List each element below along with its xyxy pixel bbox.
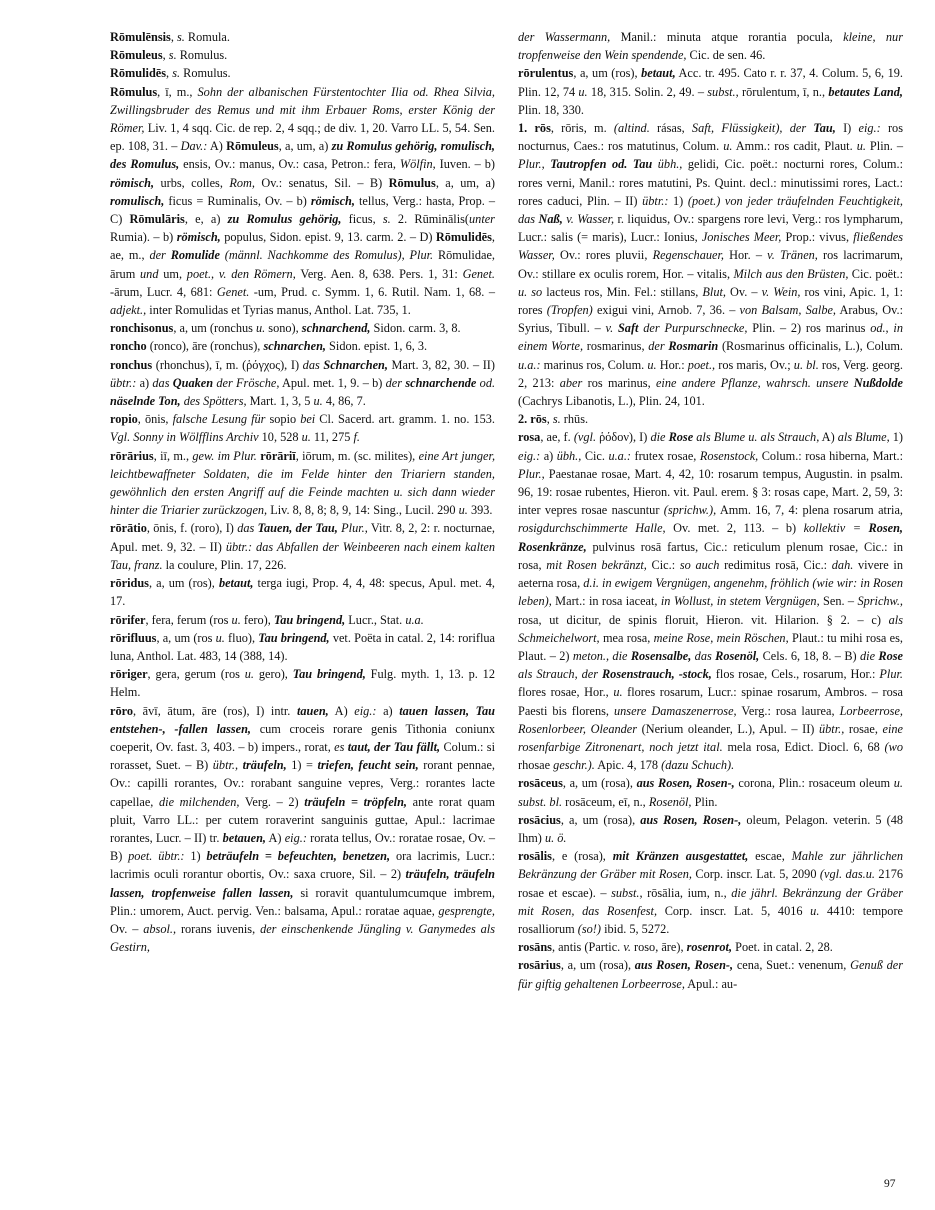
dictionary-entry: rōridus, a, um (ros), betaut, terga iugi, Prop. 4, 4, 48: specus, Apul. met. 4, 17.: [110, 576, 495, 609]
left-column: [110, 28, 495, 956]
dictionary-entry: rosa, ae, f. (vgl. ῥόδον), I) die Rose als Blume u. als Strauch, A) als Blume, 1) eig.: a) übh., Cic. u.a.: frutex rosae, Rosenstock, Colum.: rosa hiberna, Mart.: Plur., Paestanae rosae, Mart. 4, 42, 10: rosarum tempus, Augustin. in psalm. 96, 19: rosae rubentes, Hieron. vit. Paul. erem. § 3: rosas cape, Mart. 2, 59, 3: inter vepres rosae nascuntur (sprichw.), Amm. 16, 7, 4: plena rosarum atria, rosigdurchschimmerte Halle, Ov. met. 2, 113. – b) kollektiv = Rosen, Rosenkränze, pulvinus rosā fartus, Cic.: reticulum plenum rosae, Cic.: in rosa, mit Rosen bekränzt, Cic.: so auch redimitus rosā, Cic.: dah. vivere in aeterna rosa, d.i. in ewigem Vergnügen, angenehm, fröhlich (wie wir: in Rosen leben), Mart.: in rosa iaceat, in Wollust, in stetem Vergnügen, Sen. – Sprichw., rosa, ut dicitur, de spinis floruit, Hieron. vit. Hilarion. § 2. – c) als Schmeichelwort, mea rosa, meine Rose, mein Röschen, Plaut.: tu mihi rosa es, Plaut. – 2) meton., die Rosensalbe, das Rosenöl, Cels. 6, 18, 8. – B) die Rose als Strauch, der Rosenstrauch, -stock, flos rosae, Cels., rosarum, Hor.: Plur. flores rosae, Hor., u. flores rosarum, Lucr.: spinae rosarum, Ambros. – rosa Paesti bis florens, unsere Damaszenerrose, Verg.: rosa laurea, Lorbeerrose, Rosenlorbeer, Oleander (Nerium oleander, L.), Apul. – II) übtr., rosae, eine rosenfarbige Zitronenart, noch jetzt ital. mela rosa, Edict. Diocl. 6, 68 (wo rhosae geschr.). Apic. 4, 178 (dazu Schuch).: [518, 430, 904, 773]
dictionary-entry: Rōmulidēs, s. Romulus.: [110, 66, 231, 81]
dictionary-entry: Rōmulus, ī, m., Sohn der albanischen Fürstentochter Ilia od. Rhea Silvia, Zwillingsbruder des Remus und mit ihm Erbauer Roms, erster König der Römer, Liv. 1, 4 sqq. Cic. de rep. 2, 4 sqq.; de div. 1, 20. Varro LL. 5, 54. Sen. ep. 108, 31. – Dav.: A) Rōmuleus, a, um, a) zu Romulus gehörig, romulisch, des Romulus, ensis, Ov.: manus, Ov.: casa, Petron.: fera, Wölfin, Iuven. – b) römisch, urbs, colles, Rom, Ov.: senatus, Sil. – B) Rōmulus, a, um, a) romulisch, ficus = Ruminalis, Ov. – b) römisch, tellus, Verg.: hasta, Prop. – C) Rōmulāris, e, a) zu Romulus gehörig, ficus, s. 2. Rūminālis(unter Rumia). – b) römisch, populus, Sidon. epist. 9, 13. carm. 2. – D) Rōmulidēs, ae, m., der Romulide (männl. Nachkomme des Romulus), Plur. Rōmulidae, ārum und um, poet., v. den Römern, Verg. Aen. 8, 638. Pers. 1, 31: Genet. -ārum, Lucr. 4, 681: Genet. -um, Prud. c. Symm. 1, 6. Rutil. Nam. 1, 68. – adjekt., inter Romulidas et Tyrias manus, Anthol. Lat. 735, 1.: [110, 84, 496, 318]
dictionary-entry: rosārius, a, um (rosa), aus Rosen, Rosen-, cena, Suet.: venenum, Genuß der für giftig gehaltenen Lorbeerrose, Apul.: au-: [518, 958, 903, 991]
dictionary-entry: rōrātio, ōnis, f. (roro), I) das Tauen, der Tau, Plur., Vitr. 8, 2, 2: r. nocturnae, Apul. met. 9, 32. – II) übtr.: das Abfallen der Weinbeeren nach einem kalten Tau, franz. la coulure, Plin. 17, 226.: [110, 521, 496, 572]
dictionary-entry: rosācius, a, um (rosa), aus Rosen, Rosen-, oleum, Pelagon. veterin. 5 (48 Ihm) u. ö.: [518, 812, 903, 845]
dictionary-entry: rōrifluus, a, um (ros u. fluo), Tau bringend, vet. Poëta in catal. 2, 14: rorіflua luna, Anthol. Lat. 483, 14 (388, 14).: [110, 630, 495, 663]
dictionary-entry: rōriger, gera, gerum (ros u. gero), Tau bringend, Fulg. myth. 1, 13. p. 12 Helm.: [110, 667, 495, 700]
dictionary-entry: rosāceus, a, um (rosa), aus Rosen, Rosen-, corona, Plin.: rosaceum oleum u. subst. bl. rosāceum, eī, n., Rosenöl, Plin.: [518, 776, 903, 809]
dictionary-entry: rōrulentus, a, um (ros), betaut, Acc. tr. 495. Cato r. r. 37, 4. Colum. 5, 6, 19. Plin. 12, 74 u. 18, 315. Solin. 2, 49. – subst., rōrulentum, ī, n., betautes Land, Plin. 18, 330.: [518, 66, 903, 117]
dictionary-entry: Rōmulēnsis, s. Romula.: [110, 30, 230, 44]
dictionary-entry: Rōmuleus, s. Romulus.: [110, 48, 228, 63]
dictionary-entry: ropio, ōnis, falsche Lesung für sopio bei Cl. Sacerd. art. gramm. 1. no. 153. Vgl. Sonny in Wölfflins Archiv 10, 528 u. 11, 275 f.: [110, 412, 495, 445]
dictionary-entry: rōro, āvī, ātum, āre (ros), I) intr. tauen, A) eig.: a) tauen lassen, Tau entstehen-, -fallen lassen, cum croceis rorare genis Tithonia coniunx coeperit, Ov. fast. 3, 403. – b) impers., rorat, es taut, der Tau fällt, Colum.: si rorasset, Suet. – B) übtr., träufeln, 1) = triefen, feucht sein, rorant pennae, Ov.: capilli rorantes, Ov.: rorabant sanguine vepres, Verg.: rorantes lacte capellae, die milchenden, Verg. – 2) träufeln = tröpfeln, ante rorat quam pluit, Varro LL.: per cutem rorаverint sanguinis guttae, Apul.: lacrimae rorantes, Lucr. – II) tr. betauen, A) eig.: rorata tellus, Ov.: roratae rosae, Ov. – B) poet. übtr.: 1) beträufeln = befeuchten, benetzen, ora lacrimis, Lucr.: lacrimis oculi rorantur obortis, Ov.: saxa cruore, Sil. – 2) träufeln, träufeln lassen, tropfenweise fallen lassen, si roravit quantulumcumque imbrem, Plin.: umorem, Auct. pervig. Ven.: balsama, Apul.: roratae aquae, gesprengte, Ov. – absol., rorans iuvenis, der einschenkende Jüngling v. Ganymedes als Gestirn,: [110, 703, 496, 955]
dictionary-entry: ronchus (rhonchus), ī, m. (ῥόγχος), I) das Schnarchen, Mart. 3, 82, 30. – II) übtr.: a) das Quaken der Frösche, Apul. met. 1, 9. – b) der schnarchende od. näselnde Ton, des Spötters, Mart. 1, 3, 5 u. 4, 86, 7.: [110, 357, 496, 409]
right-column: [518, 28, 903, 993]
dictionary-entry: rosāns, antis (Partic. v. roso, āre), rosenrot, Poet. in catal. 2, 28.: [518, 940, 833, 955]
dictionary-entry: rosālis, e (rosa), mit Kränzen ausgestattet, escae, Mahle zur jährlichen Bekränzung der Gräber mit Rosen, Corp. inscr. Lat. 5, 2090 (vgl. das.u. 2176 rosae et escae). – subst., rōsālia, ium, n., die jährl. Bekränzung der Gräber mit Rosen, das Rosenfest, Corp. inscr. Lat. 5, 4016 u. 4410: tempore rosalliorum (so!) ibid. 5, 5272.: [518, 849, 903, 936]
page-number: 97: [884, 1178, 896, 1190]
dictionary-entry: 1. rōs, rōris, m. (altind. rásas, Saft, Flüssigkeit), der Tau, I) eig.: ros nocturnus, Caes.: ros matutinus, Colum. u. Amm.: ros cadit, Plaut. u. Plin. – Plur., Tautropfen od. Tau übh., gelidi, Cic. poët.: nocturni rores, Colum.: rores verni, Manil.: rores matutini, Ps. Quint. decl.: minutissimi rores, Lact.: rores caduci, Plin. – II) übtr.: 1) (poet.) von jeder träufelnden Feuchtigkeit, das Naß, v. Wasser, r. liquidus, Ov.: spargens rore levi, Verg.: ros lymphаrum, Lucr.: salis (= maris), Lucr.: Ionius, Jonisches Meer, Prop.: vivus, fließendes Wasser, Ov.: rores pluvii, Regenschauer, Hor. – v. Tränen, ros lacrimarum, Ov.: stillare ex oculis rorem, Hor. – vitalis, Milch aus den Brüsten, Cic. poët.: u. so lacteus ros, Min. Fel.: stillans, Blut, Ov. – v. Wein, ros vini, Apic. 1, 1: rores (Tropfen) exigui vini, Arnob. 7, 36. – von Balsam, Salbe, Arabus, Ov.: Syrius, Tibull. – v. Saft der Purpurschnecke, Plin. – 2) ros marinus od., in einem Worte, rosmarinus, der Rosmarin (Rosmarinus officinalis, L.), Colum. u.a.: marinus ros, Colum. u. Hor.: poet., ros maris, Ov.; u. bl. ros, Verg. georg. 2, 213: aber ros marinus, eine andere Pflanze, wahrsch. unsere Nußdolde (Cachrys Libanotis, L.), Plin. 24, 101.: [518, 121, 904, 409]
dictionary-entry: 2. rōs, s. rhūs.: [518, 412, 589, 427]
dictionary-entry: der Wassermann, Manil.: minuta atque rorantia pocula, kleine, nur tropfenweise den Wein spendende, Cic. de sen. 46.: [518, 30, 903, 63]
dictionary-entry: rōrārius, iī, m., gew. im Plur. rōrāriī, iōrum, m. (sc. milites), eine Art junger, leichtbewaffneter Soldaten, die im Felde hinter den Triariern standen, gewöhnlich den ersten Angriff auf die Feinde machten u. sich dann wieder hinter die Triarier zurückzogen, Liv. 8, 8, 8; 8, 9, 14: Sing., Lucil. 290 u. 393.: [110, 448, 496, 518]
dictionary-entry: ronchisonus, a, um (ronchus u. sono), schnarchend, Sidon. carm. 3, 8.: [110, 321, 461, 336]
dictionary-entry: rōrifer, fera, ferum (ros u. fero), Tau bringend, Lucr., Stat. u.a.: [110, 612, 424, 627]
dictionary-entry: roncho (ronco), āre (ronchus), schnarchen, Sidon. epist. 1, 6, 3.: [110, 339, 428, 354]
